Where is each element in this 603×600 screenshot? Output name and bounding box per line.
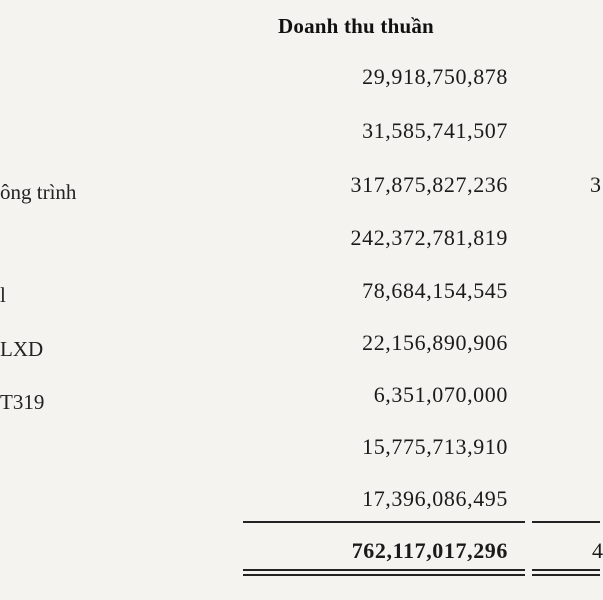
row-label: T319 [0,390,45,414]
row-label: ông trình [0,180,77,204]
row-value: 22,156,890,906 [362,330,508,355]
total-double-rule-bottom [243,574,525,576]
row-value: 242,372,781,819 [350,225,508,250]
row-value: 15,775,713,910 [362,434,508,459]
total-double-rule-top [243,569,525,571]
row-value: 317,875,827,236 [350,172,508,197]
column-header-net-revenue: Doanh thu thuần [278,14,434,38]
row-label: l [0,283,6,307]
row-label: LXD [0,337,44,361]
row-value: 31,585,741,507 [362,118,508,143]
next-column-total-fragment: 4 [592,538,603,563]
row-value: 78,684,154,545 [362,278,508,303]
subtotal-rule [243,521,525,523]
row-value: 17,396,086,495 [362,486,508,511]
total-value: 762,117,017,296 [351,538,508,563]
row-value: 6,351,070,000 [373,382,508,407]
total-double-rule-top-next [532,569,600,571]
next-column-fragment: 3 [590,172,601,197]
cropped-footer-text [0,585,430,600]
subtotal-rule-next [532,521,600,523]
row-value: 29,918,750,878 [362,64,508,89]
total-double-rule-bottom-next [532,574,600,576]
